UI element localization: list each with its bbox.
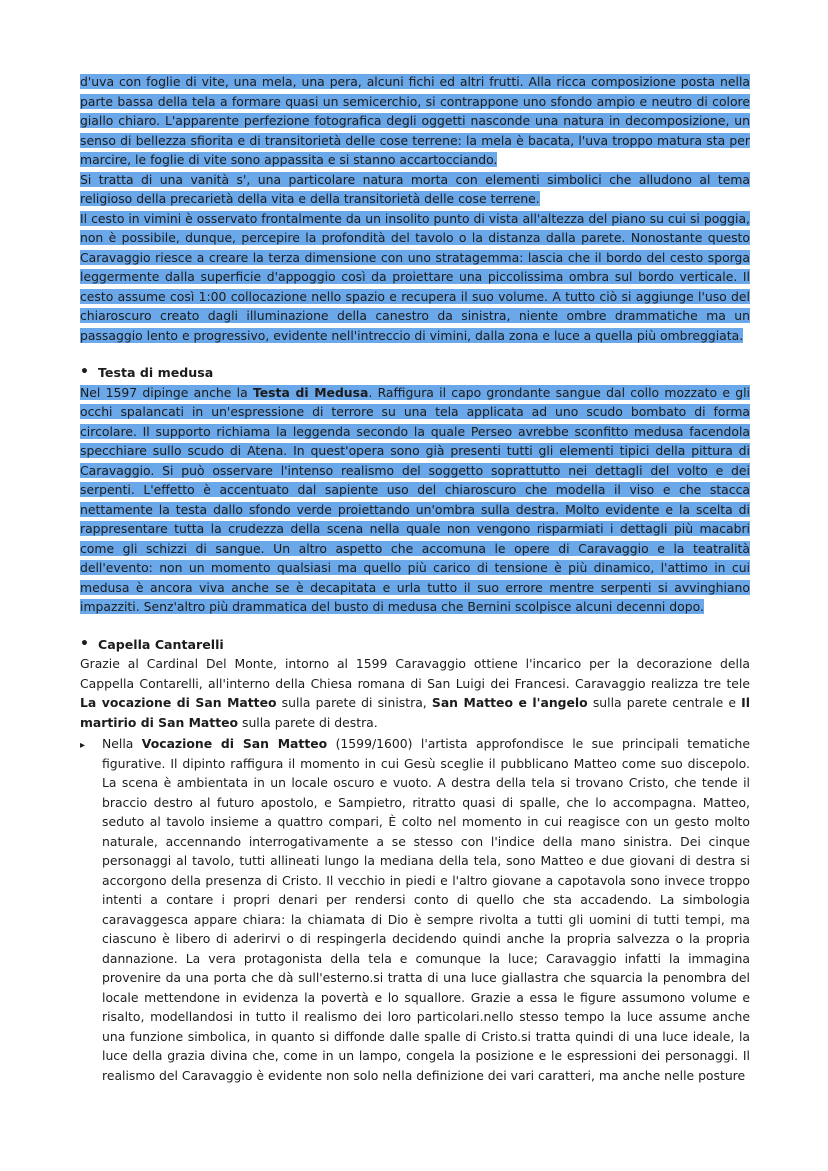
heading-text: Testa di medusa <box>98 365 214 380</box>
text-run: . Raffigura il capo grondante sangue dal collo mozzato e gli occhi spalancati in un'espressione di terrore su una tela applicata ad uno scudo bombato di forma circolare. Il supporto richiama la leggenda secondo la quale Perseo avrebbe sconfitto medusa facendola specchiare sullo scudo di Atena. In quest'opera sono già presenti tutti gli elementi tipici della pittura di Caravaggio. Si può osservare l'intenso realismo del soggetto soprattutto nei dettagli del volto e dei serpenti. L'effetto è accentuato dal sapiente uso del chiaroscuro che modella il viso e che stacca nettamente la testa dallo sfondo verde proiettando un'ombra sulla destra. Molto evidente e la scelta di rappresentare tutta la crudezza della scena nella quale non vengono risparmiati i dettagli più macabri come gli schizzi di sangue. Un altro aspetto che accomuna le opere di Caravaggio e la teatralità dell'evento: non un momento qualsiasi ma quello più carico di tensione è più dinamico, l'attimo in cui medusa è ancora viva anche se è decapitata e urla tutto il suo errore mentre serpenti si avvinghiano impazziti. Senz'altro più drammatica del busto di medusa che Bernini scolpisce alcuni decenni dopo. <box>80 384 751 614</box>
document-content <box>80 72 750 1085</box>
highlighted-text <box>80 385 750 615</box>
bold-title: San Matteo e l'angelo <box>431 695 588 710</box>
bullet-icon: • <box>80 364 89 380</box>
text-run: Nel 1597 dipinge anche la <box>80 384 253 400</box>
text-run: Nella <box>102 736 142 751</box>
arrow-bullet-icon: ▸ <box>80 740 86 751</box>
text-run: sulla parete di destra. <box>238 714 378 730</box>
list-item-vocazione <box>80 734 750 1085</box>
paragraph-cappella-intro <box>80 654 750 732</box>
section-heading-cappella <box>80 635 750 655</box>
section-heading-medusa <box>80 363 750 383</box>
text-run: (1599/1600) l'artista approfondisce le sue principali tematiche figurative. Il dipinto raffigura il momento in cui Gesù sceglie il pubblicano Matteo come suo discepolo. La scena è ambientata in un locale oscuro e vuoto. A destra della tela si trovano Cristo, che tende il braccio destro al futuro apostolo, e Sampietro, ritratto quasi di spalle, che lo accompagna. Matteo, seduto al tavolo insieme a quattro compari, È colto nel momento in cui reagisce con un gesto molto naturale, accennando interrogativamente a se stesso con l'indice della mano sinistra. Dei cinque personaggi al tavolo, tutti allineati lungo la mediana della tela, sono Matteo e due giovani di destra si accorgono della presenza di Cristo. Il vecchio in piedi e l'altro giovane a capotavola sono invece troppo intenti a contare i propri denari per rendersi conto di quello che sta accadendo. La simbologia caravaggesca appare chiara: la chiamata di Dio è sempre rivolta a tutti gli uomini di tutti tempi, ma ciascuno è libero di aderirvi o di respingerla decidendo quindi anche la propria salvezza o la propria dannazione. La vera protagonista della tela e comunque la luce; Caravaggio infatti la immagina provenire da una porta che dà sull'esterno.si tratta di una luce giallastra che squarcia la penombra del locale mettendone in evidenza la povertà e lo squallore. Grazie a essa le figure assumono volume e risalto, modellandosi in tutto il realismo dei loro particolari.nello stesso tempo la luce assume anche una funzione simbolica, in quanto si diffonde dalle spalle di Cristo.si tratta quindi di una luce ideale, la luce della grazia divina che, come in un lampo, congela la posizione e le espressioni dei personaggi. Il realismo del Caravaggio è evidente non solo nella definizione dei vari caratteri, ma anche nelle posture <box>102 736 751 1083</box>
heading-text: Capella Cantarelli <box>98 636 224 652</box>
list-item-body <box>102 734 750 1085</box>
bold-title: Vocazione di San Matteo <box>141 736 328 751</box>
paragraph-natura-morta-2 <box>80 170 750 209</box>
highlighted-text: Si tratta di una vanità s', una particolare natura morta con elementi simbolici che alludono al tema religioso della precarietà della vita e della transitorietà delle cose terrene. <box>80 171 750 206</box>
bold-title: Il martirio di San Matteo <box>80 695 750 730</box>
text-run: sulla parete centrale e <box>587 695 742 710</box>
paragraph-natura-morta-3 <box>80 209 750 346</box>
paragraph-medusa <box>80 383 750 617</box>
highlighted-text: d'uva con foglie di vite, una mela, una pera, alcuni fichi ed altri frutti. Alla ricca composizione posta nella parte bassa della tela a formare quasi un semicerchio, si contrappone uno sfondo ampio e neutro di colore giallo chiaro. L'apparente perfezione fotografica degli oggetti nasconde una natura in decomposizione, un senso di bellezza sfiorita e di transitorietà delle cose terrene: la mela è bacata, l'uva troppo matura sta per marcire, le foglie di vite sono appassita e si stanno accartocciando. <box>80 74 750 167</box>
highlighted-text: Il cesto in vimini è osservato frontalmente da un insolito punto di vista all'altezza del piano su cui si poggia, non è possibile, dunque, percepire la profondità del tavolo o la distanza dalla parete. Nonostante questo Caravaggio riesce a creare la terza dimensione con uno stratagemma: lascia che il bordo del cesto sporga leggermente dalla superficie d'appoggio così da proiettare una piccolissima ombra sul bordo verticale. Il cesto assume così 1:00 collocazione nello spazio e recupera il suo volume. A tutto ciò si aggiunge l'uso del chiaroscuro creato dagli illuminazione della canestro da sinistra, niente ombre drammatiche ma un passaggio lento e progressivo, evidente nell'intreccio di vimini, dalla zona e luce a quella più ombreggiata. <box>80 210 750 343</box>
bullet-icon: • <box>80 635 89 652</box>
paragraph-natura-morta-1 <box>80 72 750 170</box>
bold-title: Testa di Medusa <box>252 384 369 400</box>
text-run: sulla parete di sinistra, <box>276 695 432 710</box>
bold-title: La vocazione di San Matteo <box>80 695 277 710</box>
text-run: Grazie al Cardinal Del Monte, intorno al 1599 Caravaggio ottiene l'incarico per la decorazione della Cappella Contarelli, all'interno della Chiesa romana di San Luigi dei Francesi. Caravaggio realizza tre tele <box>80 656 750 691</box>
